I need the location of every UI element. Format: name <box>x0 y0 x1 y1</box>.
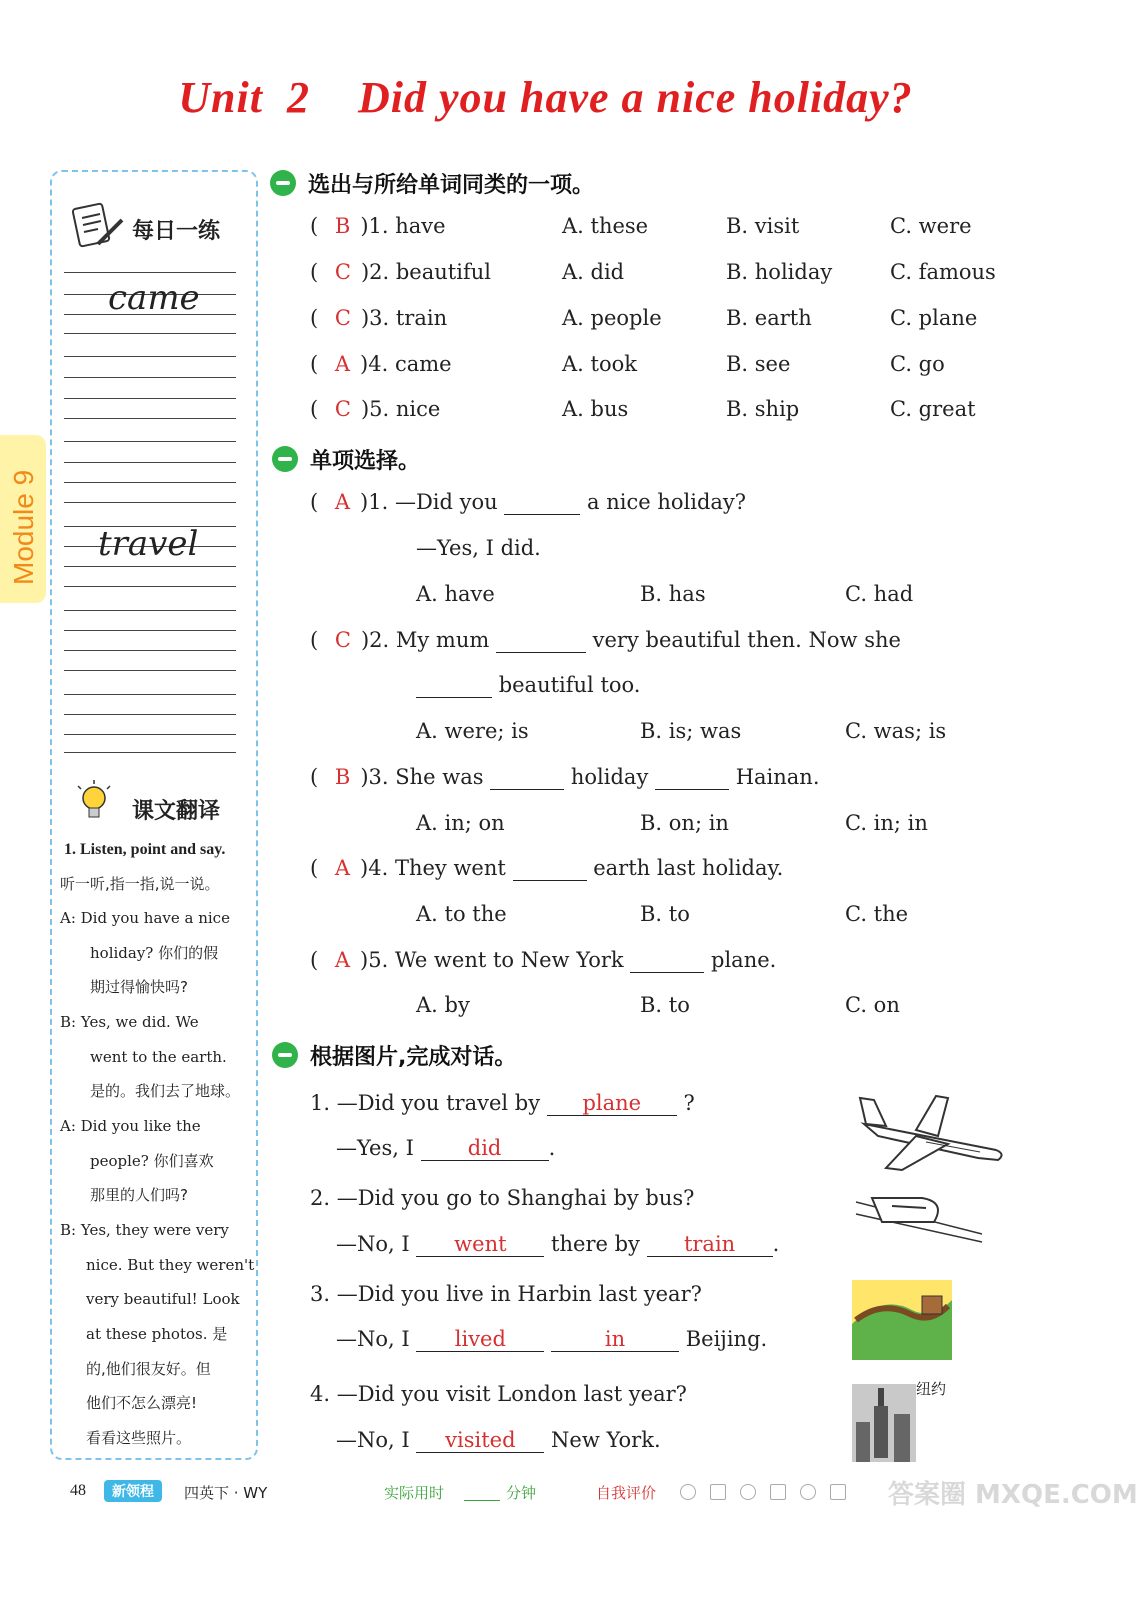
s2-q2-line2 <box>416 673 640 698</box>
self-eval-label: 自我评价 <box>596 1484 657 1502</box>
s1-word: 2. beautiful <box>369 260 491 284</box>
s3-d3-reply <box>336 1327 767 1352</box>
translation-line: 期过得愉快吗? <box>90 978 188 996</box>
translation-line: at these photos. 是 <box>86 1325 228 1343</box>
translation-line: B: Yes, we did. We <box>60 1013 199 1031</box>
s3-text: . <box>548 1136 556 1160</box>
s3-text: New York. <box>551 1428 661 1452</box>
new-york-skyline-icon <box>852 1384 916 1462</box>
time-label: 实际用时 <box>384 1484 445 1502</box>
train-icon <box>852 1192 986 1248</box>
s3-d1-question <box>310 1091 695 1116</box>
s2-option-c: C. the <box>845 902 909 926</box>
translation-line: went to the earth. <box>90 1048 227 1066</box>
s2-answer: C <box>334 628 351 652</box>
s2-question-text: a nice holiday? <box>587 490 747 514</box>
translation-line: 他们不怎么漂亮! <box>86 1394 198 1412</box>
section-two-badge-icon <box>272 446 298 472</box>
writing-line <box>64 398 236 399</box>
section-one-badge-icon <box>270 170 296 196</box>
s2-question-text: Hainan. <box>735 765 820 789</box>
s2-option-b: B. is; was <box>640 719 742 743</box>
grade-label: 四英下 · WY <box>184 1484 268 1502</box>
s2-answer: A <box>334 948 351 972</box>
translation-line: people? 你们喜欢 <box>90 1152 214 1170</box>
s1-answer: C <box>334 260 351 284</box>
airplane-icon <box>856 1084 1008 1176</box>
s2-option-c: C. was; is <box>845 719 947 743</box>
s2-option-b: B. to <box>640 993 690 1017</box>
new-york-label: 纽约 <box>916 1380 947 1398</box>
s2-option-a: A. were; is <box>416 719 529 743</box>
s3-d2-question: 2. —Did you go to Shanghai by bus? <box>310 1186 695 1210</box>
s2-answer: A <box>334 856 351 880</box>
translation-line: 看看这些照片。 <box>86 1429 192 1447</box>
s2-q5: ( A )5. We went to New York plane. <box>310 948 777 972</box>
brand-badge: 新领程 <box>104 1480 162 1502</box>
translation-line: holiday? 你们的假 <box>90 944 219 962</box>
translation-title: 课文翻译 <box>132 799 221 824</box>
s2-question-text: plane. <box>711 948 777 972</box>
checkbox-icon[interactable] <box>770 1484 786 1500</box>
s3-d4-reply <box>336 1428 661 1453</box>
s2-question-text: 4. They went <box>368 856 506 880</box>
writing-line <box>64 734 236 735</box>
translation-line: very beautiful! Look <box>86 1290 240 1308</box>
smile-face-icon[interactable] <box>680 1484 696 1500</box>
s1-answer: C <box>334 306 351 330</box>
section-one-title: 选出与所给单词同类的一项。 <box>308 173 595 198</box>
s1-answer: A <box>334 352 351 376</box>
s1-option-c: C. plane <box>890 306 978 330</box>
translation-line: 听一听,指一指,说一说。 <box>60 875 220 893</box>
s2-option-a: A. in; on <box>416 811 505 835</box>
writing-line <box>64 566 236 567</box>
lightbulb-icon <box>72 778 118 824</box>
s3-text: there by <box>551 1232 640 1256</box>
s1-option-c: C. great <box>890 397 976 421</box>
s3-fill: visited <box>416 1428 544 1453</box>
module-tab <box>0 435 46 603</box>
writing-line <box>64 462 236 463</box>
answer-blank <box>416 673 492 698</box>
great-wall-icon <box>852 1280 952 1360</box>
s3-text: —Yes, I <box>336 1136 414 1160</box>
writing-line <box>64 333 236 334</box>
writing-line <box>64 752 236 753</box>
s1-option-b: B. visit <box>726 214 800 238</box>
s3-fill: lived <box>416 1327 544 1352</box>
writing-line <box>64 670 236 671</box>
s1-answer: B <box>334 214 351 238</box>
section-three-badge-icon <box>272 1042 298 1068</box>
writing-line <box>64 586 236 587</box>
s2-option-b: B. to <box>640 902 690 926</box>
s3-text: 1. —Did you travel by <box>310 1091 541 1115</box>
page-number: 48 <box>70 1482 86 1499</box>
s2-option-b: B. has <box>640 582 706 606</box>
checkbox-icon[interactable] <box>830 1484 846 1500</box>
translation-line: 的,他们很友好。但 <box>86 1360 211 1378</box>
s1-option-a: A. these <box>562 214 649 238</box>
s3-d1-reply <box>336 1136 555 1161</box>
s3-fill: went <box>416 1232 544 1257</box>
s2-q3: ( B )3. She was holiday Hainan. <box>310 765 820 789</box>
s2-option-a: A. by <box>416 993 470 1017</box>
s2-option-b: B. on; in <box>640 811 729 835</box>
s1-word: 1. have <box>368 214 446 238</box>
s1-item-5: ( C )5. nice <box>310 397 441 421</box>
s3-d3-question: 3. —Did you live in Harbin last year? <box>310 1282 702 1306</box>
writing-line <box>64 694 236 695</box>
writing-line <box>64 441 236 442</box>
s2-option-c: C. on <box>845 993 900 1017</box>
translation-line: A: Did you have a nice <box>60 909 230 927</box>
answer-blank <box>496 628 586 653</box>
s1-option-c: C. famous <box>890 260 996 284</box>
watermark: 答案圈 MXQE.COM <box>888 1480 1138 1510</box>
s3-text: . <box>772 1232 780 1256</box>
s3-fill: did <box>421 1136 549 1161</box>
s1-item-4: ( A )4. came <box>310 352 452 376</box>
neutral-face-icon[interactable] <box>740 1484 756 1500</box>
s2-question-text: 3. She was <box>368 765 484 789</box>
s1-option-c: C. go <box>890 352 945 376</box>
s2-option-a: A. have <box>416 582 495 606</box>
s3-fill: train <box>647 1232 773 1257</box>
writing-line <box>64 418 236 419</box>
s1-option-a: A. took <box>562 352 637 376</box>
time-unit: 分钟 <box>506 1484 537 1502</box>
section-three-title: 根据图片,完成对话。 <box>310 1045 517 1070</box>
s1-item-3: ( C )3. train <box>310 306 448 330</box>
translation-line: nice. But they weren't <box>86 1256 255 1274</box>
s3-fill: in <box>551 1327 679 1352</box>
time-blank[interactable] <box>464 1500 500 1501</box>
s1-word: 4. came <box>368 352 452 376</box>
s1-answer: C <box>334 397 351 421</box>
s2-option-a: A. to the <box>416 902 507 926</box>
self-eval-faces <box>680 1484 880 1502</box>
s1-option-c: C. were <box>890 214 972 238</box>
s3-fill: plane <box>547 1091 677 1116</box>
s1-item-2: ( C )2. beautiful <box>310 260 491 284</box>
s2-question-text: beautiful too. <box>498 673 641 697</box>
s3-text: Beijing. <box>685 1327 768 1351</box>
sad-face-icon[interactable] <box>800 1484 816 1500</box>
s1-option-b: B. see <box>726 352 791 376</box>
translation-line: 那里的人们吗? <box>90 1186 188 1204</box>
practice-word-came: came <box>108 278 200 318</box>
s1-item-1: ( B )1. have <box>310 214 446 238</box>
answer-blank <box>513 856 587 881</box>
translation-line: 是的。我们去了地球。 <box>90 1082 241 1100</box>
s3-text: ? <box>683 1091 695 1115</box>
s1-option-b: B. earth <box>726 306 812 330</box>
answer-blank <box>490 765 564 790</box>
section-two-title: 单项选择。 <box>310 449 421 474</box>
writing-line <box>64 272 236 273</box>
translation-line: 1. Listen, point and say. <box>64 841 226 858</box>
practice-word-travel: travel <box>98 524 199 564</box>
s2-option-c: C. had <box>845 582 914 606</box>
s2-option-c: C. in; in <box>845 811 928 835</box>
s3-text: —No, I <box>336 1232 410 1256</box>
s3-d2-reply <box>336 1232 779 1257</box>
writing-line <box>64 502 236 503</box>
s2-q4: ( A )4. They went earth last holiday. <box>310 856 784 880</box>
answer-blank <box>504 490 580 515</box>
s2-question-text: holiday <box>570 765 649 789</box>
writing-line <box>64 377 236 378</box>
s3-text: —No, I <box>336 1327 410 1351</box>
s2-question-text: 1. —Did you <box>368 490 498 514</box>
answer-blank <box>655 765 729 790</box>
translation-line: B: Yes, they were very <box>60 1221 229 1239</box>
writing-line <box>64 630 236 631</box>
page-title: Unit 2 Did you have a nice holiday? <box>178 73 913 122</box>
s1-option-a: A. did <box>562 260 625 284</box>
s3-text: —No, I <box>336 1428 410 1452</box>
s1-option-a: A. bus <box>562 397 629 421</box>
daily-practice-title: 每日一练 <box>132 219 221 244</box>
s2-q1: ( A )1. —Did you a nice holiday? <box>310 490 747 514</box>
s1-word: 3. train <box>369 306 448 330</box>
writing-line <box>64 714 236 715</box>
answer-blank <box>630 948 704 973</box>
s2-answer: A <box>334 490 351 514</box>
s1-option-b: B. holiday <box>726 260 833 284</box>
s1-option-a: A. people <box>562 306 662 330</box>
s2-q1-reply: —Yes, I did. <box>416 536 541 560</box>
translation-line: A: Did you like the <box>60 1117 201 1135</box>
s2-question-text: very beautiful then. Now she <box>592 628 901 652</box>
writing-line <box>64 610 236 611</box>
s3-d4-question: 4. —Did you visit London last year? <box>310 1382 687 1406</box>
s2-question-text: 2. My mum <box>369 628 490 652</box>
writing-line <box>64 650 236 651</box>
s2-question-text: 5. We went to New York <box>368 948 624 972</box>
s2-question-text: earth last holiday. <box>593 856 784 880</box>
s1-option-b: B. ship <box>726 397 800 421</box>
writing-line <box>64 356 236 357</box>
checkbox-icon[interactable] <box>710 1484 726 1500</box>
s2-answer: B <box>334 765 351 789</box>
module-label: Module 9 <box>8 469 39 585</box>
clipboard-pencil-icon <box>68 200 126 250</box>
s2-q2: ( C )2. My mum very beautiful then. Now she <box>310 628 901 652</box>
s1-word: 5. nice <box>369 397 441 421</box>
writing-line <box>64 482 236 483</box>
